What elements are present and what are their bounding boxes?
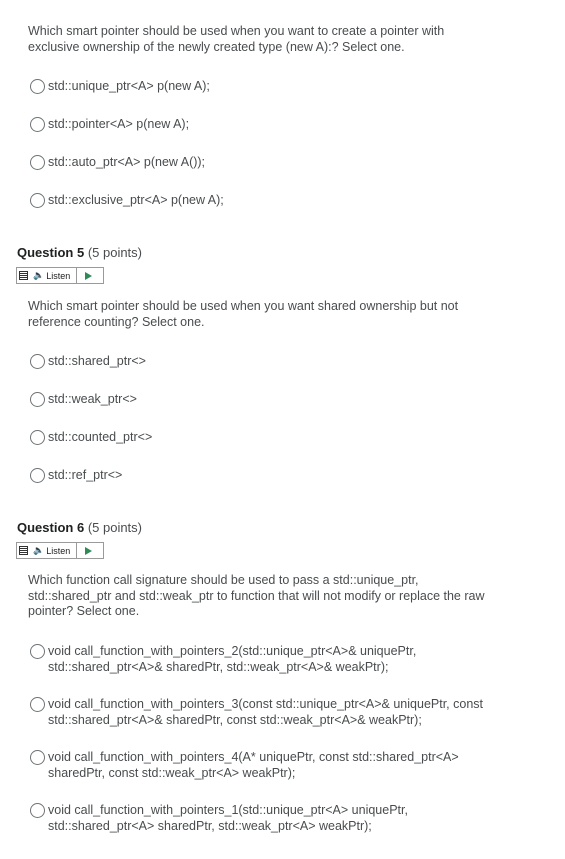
play-icon[interactable]: [85, 547, 92, 555]
radio-icon[interactable]: [30, 697, 45, 712]
question-text-line: pointer? Select one.: [28, 604, 140, 618]
question-title: Question 5: [17, 245, 85, 260]
option-label: std::shared_ptr<>: [48, 354, 146, 368]
play-icon[interactable]: [85, 272, 92, 280]
radio-icon[interactable]: [30, 750, 45, 765]
option-label-line: void call_function_with_pointers_2(std::unique_ptr<A>& uniquePtr,: [48, 644, 417, 658]
option-label: std::pointer<A> p(new A);: [48, 117, 190, 131]
listen-control: [16, 267, 104, 284]
question-4-text: [28, 24, 518, 55]
option-label-line: void call_function_with_pointers_3(const std::unique_ptr<A>& uniquePtr, const: [48, 697, 483, 711]
listen-menu-icon[interactable]: [19, 271, 29, 281]
question-title: Question 6: [17, 520, 85, 535]
radio-icon[interactable]: [30, 193, 45, 208]
listen-button[interactable]: Listen: [46, 545, 71, 556]
question-text-line: Which function call signature should be used to pass a std::unique_ptr,: [28, 573, 419, 587]
q4-option-3[interactable]: [30, 155, 503, 171]
radio-icon[interactable]: [30, 803, 45, 818]
q5-option-1[interactable]: [30, 354, 503, 370]
radio-icon[interactable]: [30, 354, 45, 369]
listen-control: [16, 542, 104, 559]
option-label: std::exclusive_ptr<A> p(new A);: [48, 193, 224, 207]
q5-option-3[interactable]: [30, 430, 503, 446]
listen-button[interactable]: Listen: [46, 270, 71, 281]
question-text-line: Which smart pointer should be used when you want shared ownership but not: [28, 299, 459, 313]
question-text-line: exclusive ownership of the newly created type (new A):? Select one.: [28, 39, 405, 54]
radio-icon[interactable]: [30, 430, 45, 445]
option-label: std::auto_ptr<A> p(new A());: [48, 155, 206, 169]
radio-icon[interactable]: [30, 468, 45, 483]
radio-icon[interactable]: [30, 79, 45, 94]
q4-option-2[interactable]: [30, 117, 503, 133]
speaker-icon: 🔈: [33, 545, 45, 555]
radio-icon[interactable]: [30, 644, 45, 659]
radio-icon[interactable]: [30, 392, 45, 407]
radio-icon[interactable]: [30, 155, 45, 170]
option-label: std::weak_ptr<>: [48, 392, 137, 406]
option-label-line: std::shared_ptr<A>& sharedPtr, const std::weak_ptr<A>& weakPtr);: [48, 712, 422, 727]
q5-option-4[interactable]: [30, 468, 503, 484]
q6-option-2[interactable]: [30, 697, 503, 728]
q4-option-4[interactable]: [30, 193, 503, 209]
option-label: std::counted_ptr<>: [48, 430, 153, 444]
question-text-line: reference counting? Select one.: [28, 314, 205, 329]
option-label-line: void call_function_with_pointers_1(std::unique_ptr<A> uniquePtr,: [48, 803, 408, 817]
q5-option-2[interactable]: [30, 392, 503, 408]
question-text-line: Which smart pointer should be used when you want to create a pointer with: [28, 24, 445, 38]
option-label-line: std::shared_ptr<A>& sharedPtr, std::weak_ptr<A>& weakPtr);: [48, 659, 389, 674]
question-6-heading: [17, 520, 142, 536]
radio-icon[interactable]: [30, 117, 45, 132]
q6-option-1[interactable]: [30, 644, 503, 675]
question-points: (5 points): [87, 520, 143, 535]
option-label-line: sharedPtr, const std::weak_ptr<A> weakPtr);: [48, 765, 296, 780]
option-label: std::ref_ptr<>: [48, 468, 123, 482]
q6-option-4[interactable]: [30, 803, 503, 834]
speaker-icon: 🔈: [33, 270, 45, 280]
question-5-text: [28, 299, 518, 330]
q6-option-3[interactable]: [30, 750, 503, 781]
question-6-text: [28, 573, 518, 620]
question-text-line: std::shared_ptr and std::weak_ptr to function that will not modify or replace the raw: [28, 588, 485, 603]
option-label-line: void call_function_with_pointers_4(A* uniquePtr, const std::shared_ptr<A>: [48, 750, 459, 764]
question-points: (5 points): [87, 245, 143, 260]
listen-menu-icon[interactable]: [19, 546, 29, 556]
option-label: std::unique_ptr<A> p(new A);: [48, 79, 210, 93]
question-5-heading: [17, 245, 142, 261]
q4-option-1[interactable]: [30, 79, 503, 95]
option-label-line: std::shared_ptr<A> sharedPtr, std::weak_ptr<A> weakPtr);: [48, 818, 372, 833]
